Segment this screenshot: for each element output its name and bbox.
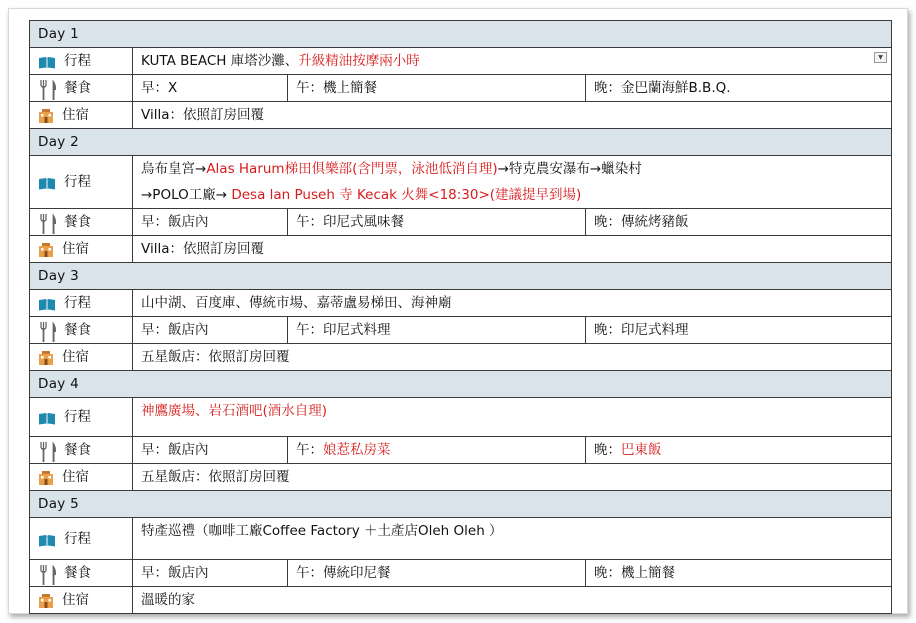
- breakfast-text: 早：X: [141, 80, 178, 96]
- meals-row: [30, 209, 892, 236]
- lodging-row: [30, 344, 892, 371]
- itinerary-label: 行程: [64, 295, 91, 311]
- hotel-icon: [38, 348, 58, 367]
- breakfast-text: 早：飯店內: [141, 442, 209, 458]
- day-header-row: [30, 21, 892, 48]
- itinerary-label-cell: [30, 156, 133, 209]
- day-header-row: [30, 371, 892, 398]
- breakfast-cell: [133, 560, 288, 587]
- itinerary-text: 特產巡禮（咖啡工廠Coffee Factory ＋土產店Oleh Oleh ）: [141, 523, 503, 539]
- meals-row: [30, 317, 892, 344]
- lodging-row: [30, 464, 892, 491]
- itinerary-content: [133, 518, 892, 560]
- book-icon: [38, 51, 60, 71]
- lodging-label-cell: [30, 464, 133, 491]
- lunch-text: 午：機上簡餐: [296, 80, 377, 96]
- lunch-cell: [288, 437, 586, 464]
- dinner-text: 巴東飯: [621, 442, 662, 458]
- dinner-cell: [586, 75, 892, 102]
- hotel-icon: [38, 468, 58, 487]
- breakfast-cell: [133, 317, 288, 344]
- fork-knife-icon: [38, 564, 60, 582]
- lodging-label: 住宿: [62, 107, 89, 123]
- itinerary-row: [30, 290, 892, 317]
- meals-label-cell: [30, 75, 133, 102]
- lodging-content: 五星飯店：依照訂房回覆: [133, 464, 892, 491]
- hotel-icon: [38, 591, 58, 610]
- itinerary-content: [133, 48, 892, 75]
- meals-label-cell: [30, 209, 133, 236]
- dinner-text: 晚：傳統烤豬飯: [594, 214, 689, 230]
- meals-label: 餐食: [64, 442, 91, 458]
- breakfast-cell: [133, 209, 288, 236]
- meals-row: [30, 437, 892, 464]
- day-title: Day 3: [30, 263, 892, 290]
- dinner-text: 晚：機上簡餐: [594, 565, 675, 581]
- book-icon: [38, 529, 60, 549]
- day-title: Day 1: [30, 21, 892, 48]
- lodging-label: 住宿: [62, 241, 89, 257]
- lodging-label: 住宿: [62, 592, 89, 608]
- book-icon: [38, 407, 60, 427]
- lodging-label-cell: [30, 587, 133, 614]
- fork-knife-icon: [38, 321, 60, 339]
- hotel-icon: [38, 240, 58, 259]
- itinerary-label-cell: [30, 398, 133, 437]
- day-header-row: [30, 263, 892, 290]
- itinerary-document: [8, 8, 908, 614]
- breakfast-text: 早：飯店內: [141, 214, 209, 230]
- dinner-cell: [586, 317, 892, 344]
- meals-label: 餐食: [64, 80, 91, 96]
- lunch-cell: [288, 75, 586, 102]
- lodging-content: Villa：依照訂房回覆: [133, 236, 892, 263]
- lunch-text: 午：印尼式風味餐: [296, 214, 404, 230]
- lodging-label-cell: [30, 102, 133, 129]
- day-header-row: [30, 129, 892, 156]
- book-icon: [38, 172, 60, 192]
- lunch-text: 午：傳統印尼餐: [296, 565, 391, 581]
- meals-label: 餐食: [64, 322, 91, 338]
- itinerary-content: [133, 398, 892, 437]
- meals-label-cell: [30, 560, 133, 587]
- itinerary-text: 升級精油按摩兩小時: [298, 53, 420, 69]
- lodging-label-cell: [30, 344, 133, 371]
- lunch-cell: [288, 209, 586, 236]
- breakfast-text: 早：飯店內: [141, 565, 209, 581]
- itinerary-row: [30, 48, 892, 75]
- hotel-icon: [38, 106, 58, 125]
- lodging-content: 五星飯店：依照訂房回覆: [133, 344, 892, 371]
- itinerary-row: [30, 398, 892, 437]
- meals-label: 餐食: [64, 565, 91, 581]
- itinerary-label: 行程: [64, 174, 91, 190]
- meals-label-cell: [30, 437, 133, 464]
- lunch-cell: [288, 560, 586, 587]
- itinerary-text: →特克農安瀑布→蠟染村: [497, 161, 642, 177]
- lodging-row: [30, 236, 892, 263]
- breakfast-text: 早：飯店內: [141, 322, 209, 338]
- itinerary-label: 行程: [64, 53, 91, 69]
- meals-row: [30, 75, 892, 102]
- itinerary-text: KUTA BEACH 庫塔沙灘、: [141, 53, 299, 69]
- dinner-text: 晚：: [594, 442, 621, 458]
- lodging-row: [30, 587, 892, 614]
- meals-label: 餐食: [64, 214, 91, 230]
- itinerary-text: Desa lan Puseh 寺 Kecak 火舞<18:30>(建議提早到場): [231, 187, 582, 203]
- fork-knife-icon: [38, 79, 60, 97]
- day-title: Day 4: [30, 371, 892, 398]
- dinner-text: 晚：印尼式料理: [594, 322, 689, 338]
- itinerary-text: 烏布皇宮→: [141, 161, 207, 177]
- breakfast-cell: [133, 75, 288, 102]
- lodging-label: 住宿: [62, 469, 89, 485]
- itinerary-row: [30, 156, 892, 209]
- itinerary-row: [30, 518, 892, 560]
- lodging-row: [30, 102, 892, 129]
- itinerary-table: [29, 20, 892, 614]
- itinerary-text: 山中湖、百度庫、傳統市場、嘉蒂盧易梯田、海神廟: [141, 295, 452, 311]
- lunch-cell: [288, 317, 586, 344]
- itinerary-text: 神鷹廣場、岩石酒吧(酒水自理): [141, 403, 328, 419]
- lodging-content: Villa：依照訂房回覆: [133, 102, 892, 129]
- lunch-text: 午：印尼式料理: [296, 322, 391, 338]
- dinner-text: 晚：金巴蘭海鮮B.B.Q.: [594, 80, 731, 96]
- itinerary-label-cell: [30, 48, 133, 75]
- itinerary-label: 行程: [64, 530, 91, 547]
- lunch-text: 娘惹私房菜: [323, 442, 391, 458]
- dinner-cell: [586, 437, 892, 464]
- fork-knife-icon: [38, 441, 60, 459]
- fork-knife-icon: [38, 213, 60, 231]
- lunch-text: 午：: [296, 442, 323, 458]
- lodging-label: 住宿: [62, 349, 89, 365]
- itinerary-table-body: [30, 21, 892, 614]
- itinerary-label-cell: [30, 290, 133, 317]
- day-header-row: [30, 491, 892, 518]
- day-title: Day 5: [30, 491, 892, 518]
- dinner-cell: [586, 209, 892, 236]
- itinerary-line: [141, 182, 883, 208]
- lodging-label-cell: [30, 236, 133, 263]
- meals-row: [30, 560, 892, 587]
- day-title: Day 2: [30, 129, 892, 156]
- itinerary-line: [141, 156, 883, 182]
- dropdown-arrow-icon[interactable]: ▼: [874, 52, 887, 63]
- itinerary-label-cell: [30, 518, 133, 560]
- breakfast-cell: [133, 437, 288, 464]
- itinerary-text: Alas Harum梯田俱樂部(含門票，泳池低消自理): [206, 161, 498, 177]
- meals-label-cell: [30, 317, 133, 344]
- itinerary-text: →POLO工廠→: [141, 187, 232, 203]
- itinerary-label: 行程: [64, 409, 91, 425]
- itinerary-content: [133, 156, 892, 209]
- dinner-cell: [586, 560, 892, 587]
- itinerary-content: [133, 290, 892, 317]
- book-icon: [38, 293, 60, 313]
- lodging-content: 溫暖的家: [133, 587, 892, 614]
